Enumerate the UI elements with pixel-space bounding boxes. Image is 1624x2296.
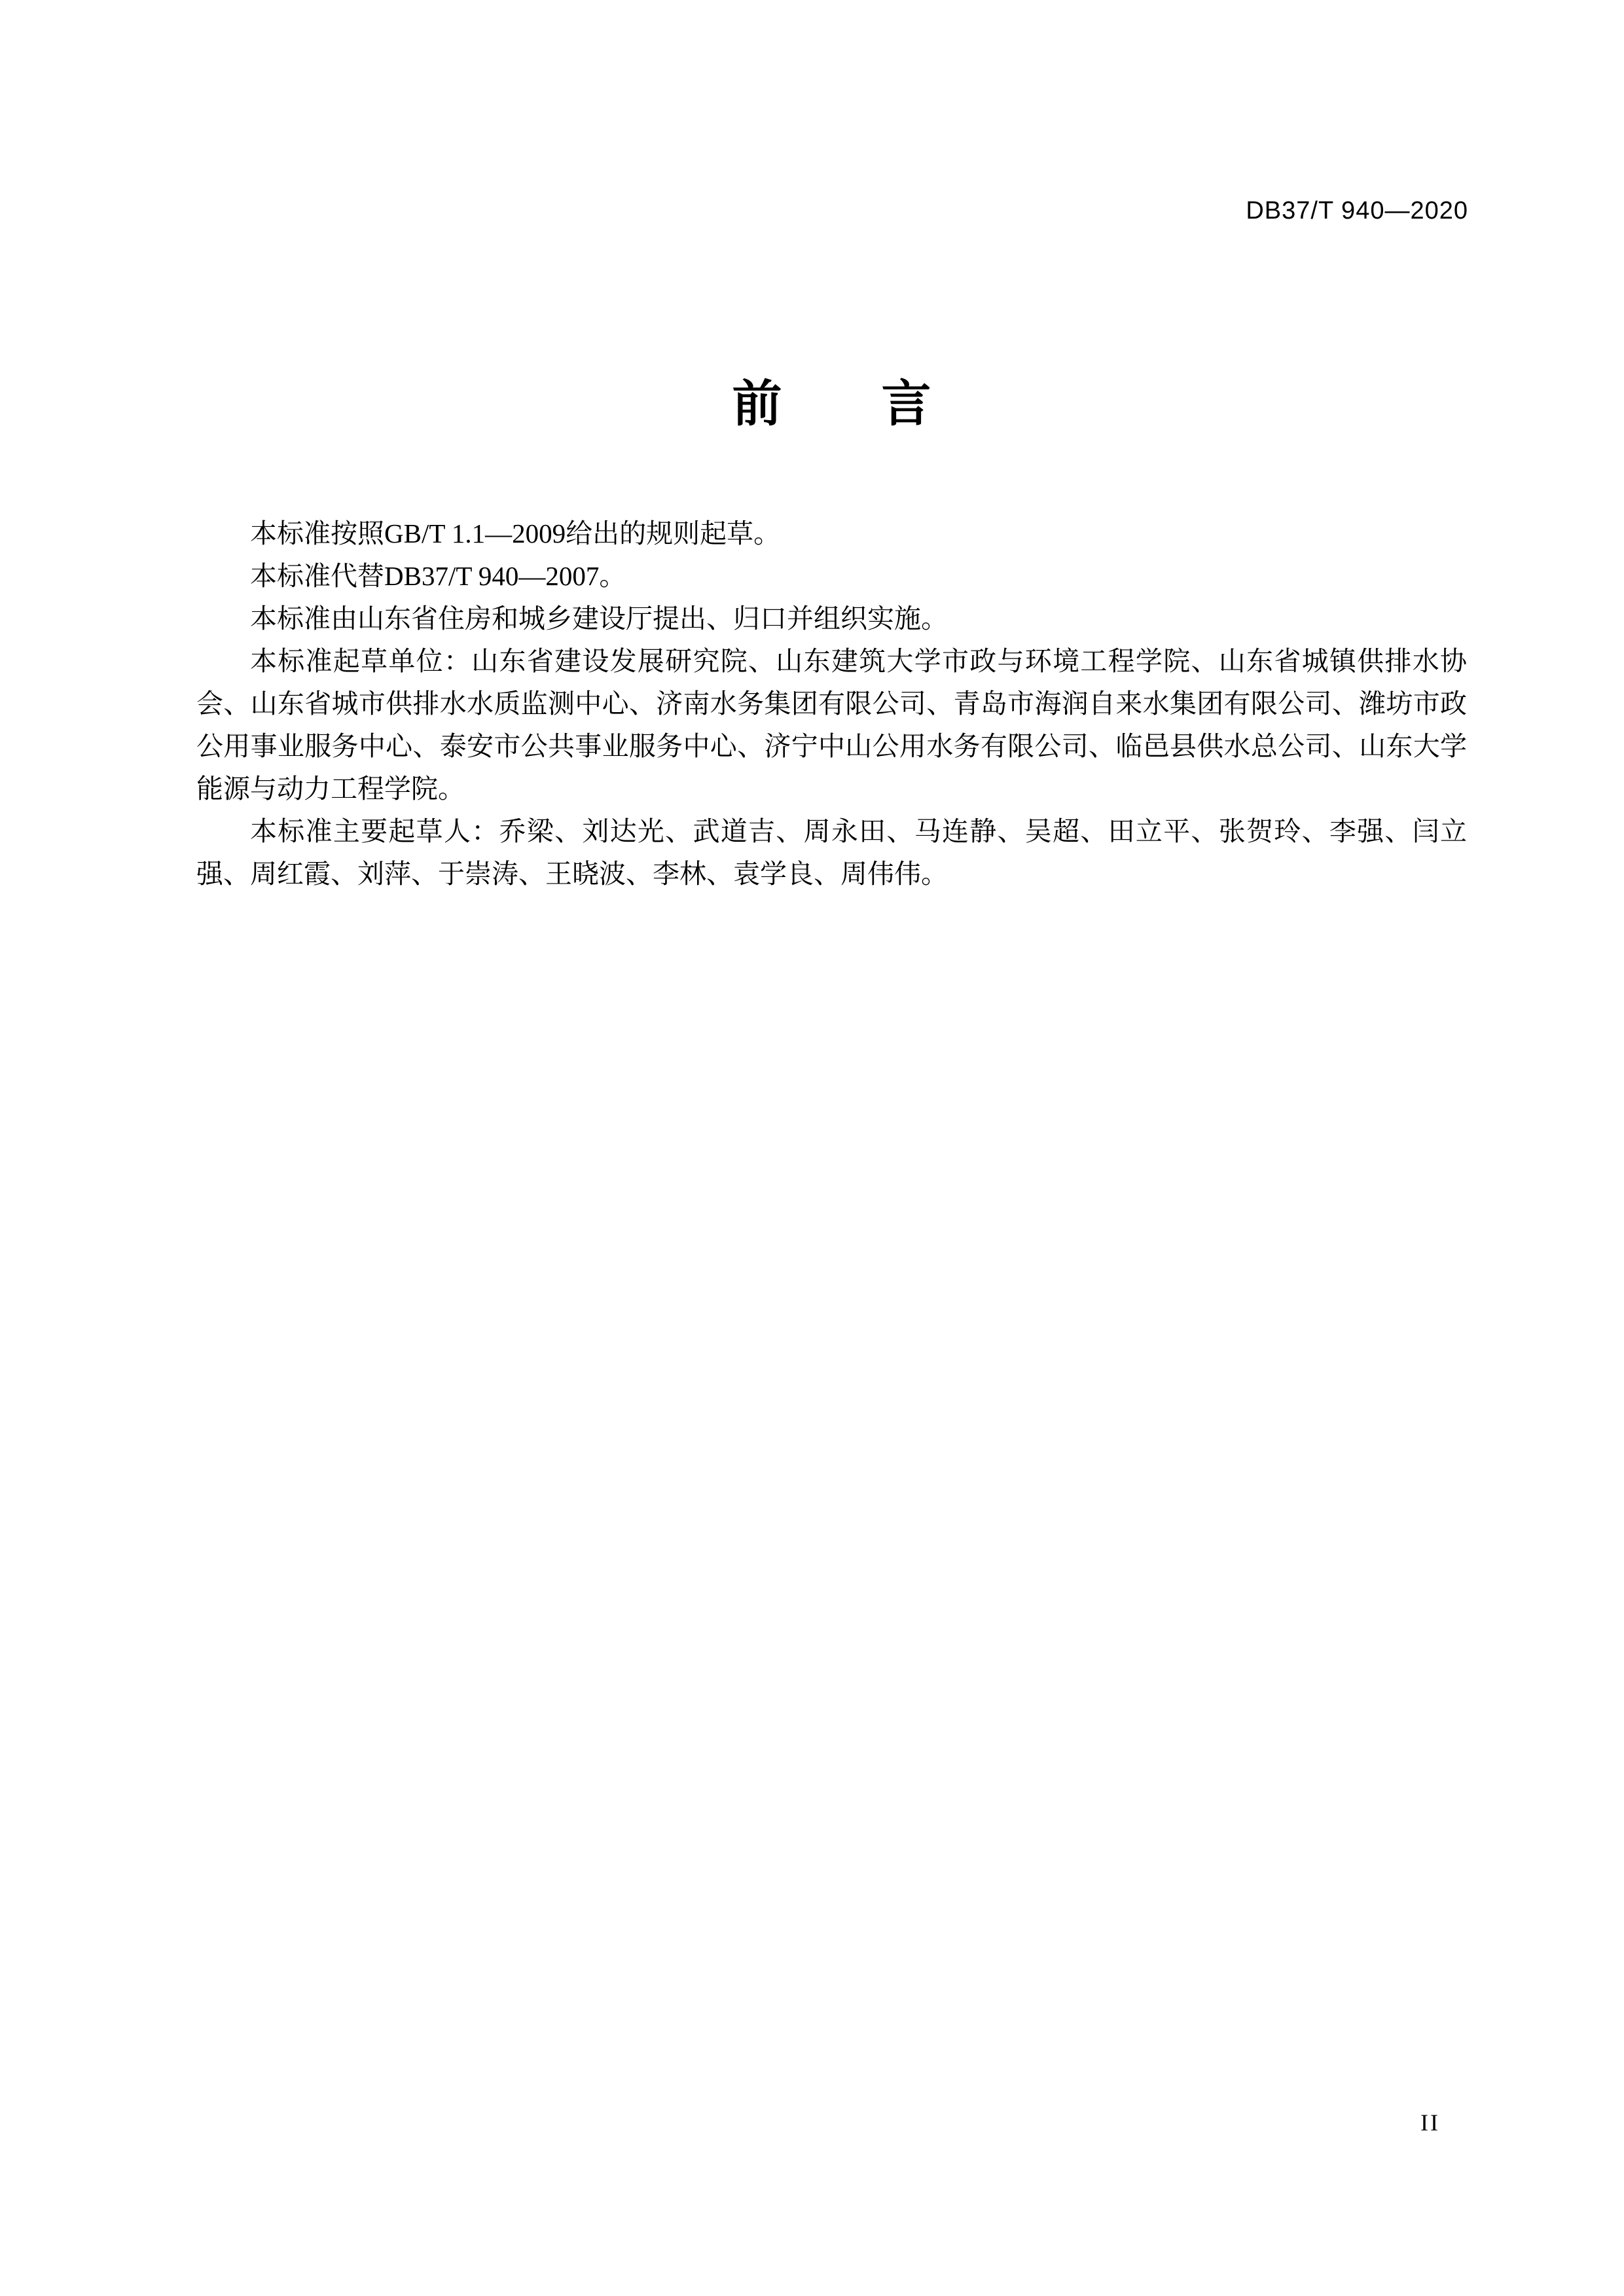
foreword-paragraph: 本标准代替DB37/T 940—2007。	[250, 561, 626, 591]
foreword-paragraph: 本标准按照GB/T 1.1—2009给出的规则起草。	[250, 518, 781, 548]
foreword-paragraph: 本标准起草单位：山东省建设发展研究院、山东建筑大学市政与环境工程学院、山东省城镇供排水协会、山东省城市供排水水质监测中心、济南水务集团有限公司、青岛市海润自来水集团有限公司、潍坊市政公用事业服务中心、泰安市公共事业服务中心、济宁中山公用水务有限公司、临邑县供水总公司、山东大学能源与动力工程学院。	[196, 646, 1467, 804]
page-number: II	[1420, 2109, 1440, 2136]
foreword-body	[196, 512, 1467, 895]
foreword-paragraph: 本标准主要起草人：乔梁、刘达光、武道吉、周永田、马连静、吴超、田立平、张贺玲、李强、闫立强、周红霞、刘萍、于崇涛、王晓波、李林、袁学良、周伟伟。	[196, 816, 1467, 889]
foreword-paragraph: 本标准由山东省住房和城乡建设厅提出、归口并组织实施。	[250, 603, 948, 634]
page-title: 前 言	[732, 376, 931, 432]
standard-code-header: DB37/T 940—2020	[1246, 197, 1468, 224]
